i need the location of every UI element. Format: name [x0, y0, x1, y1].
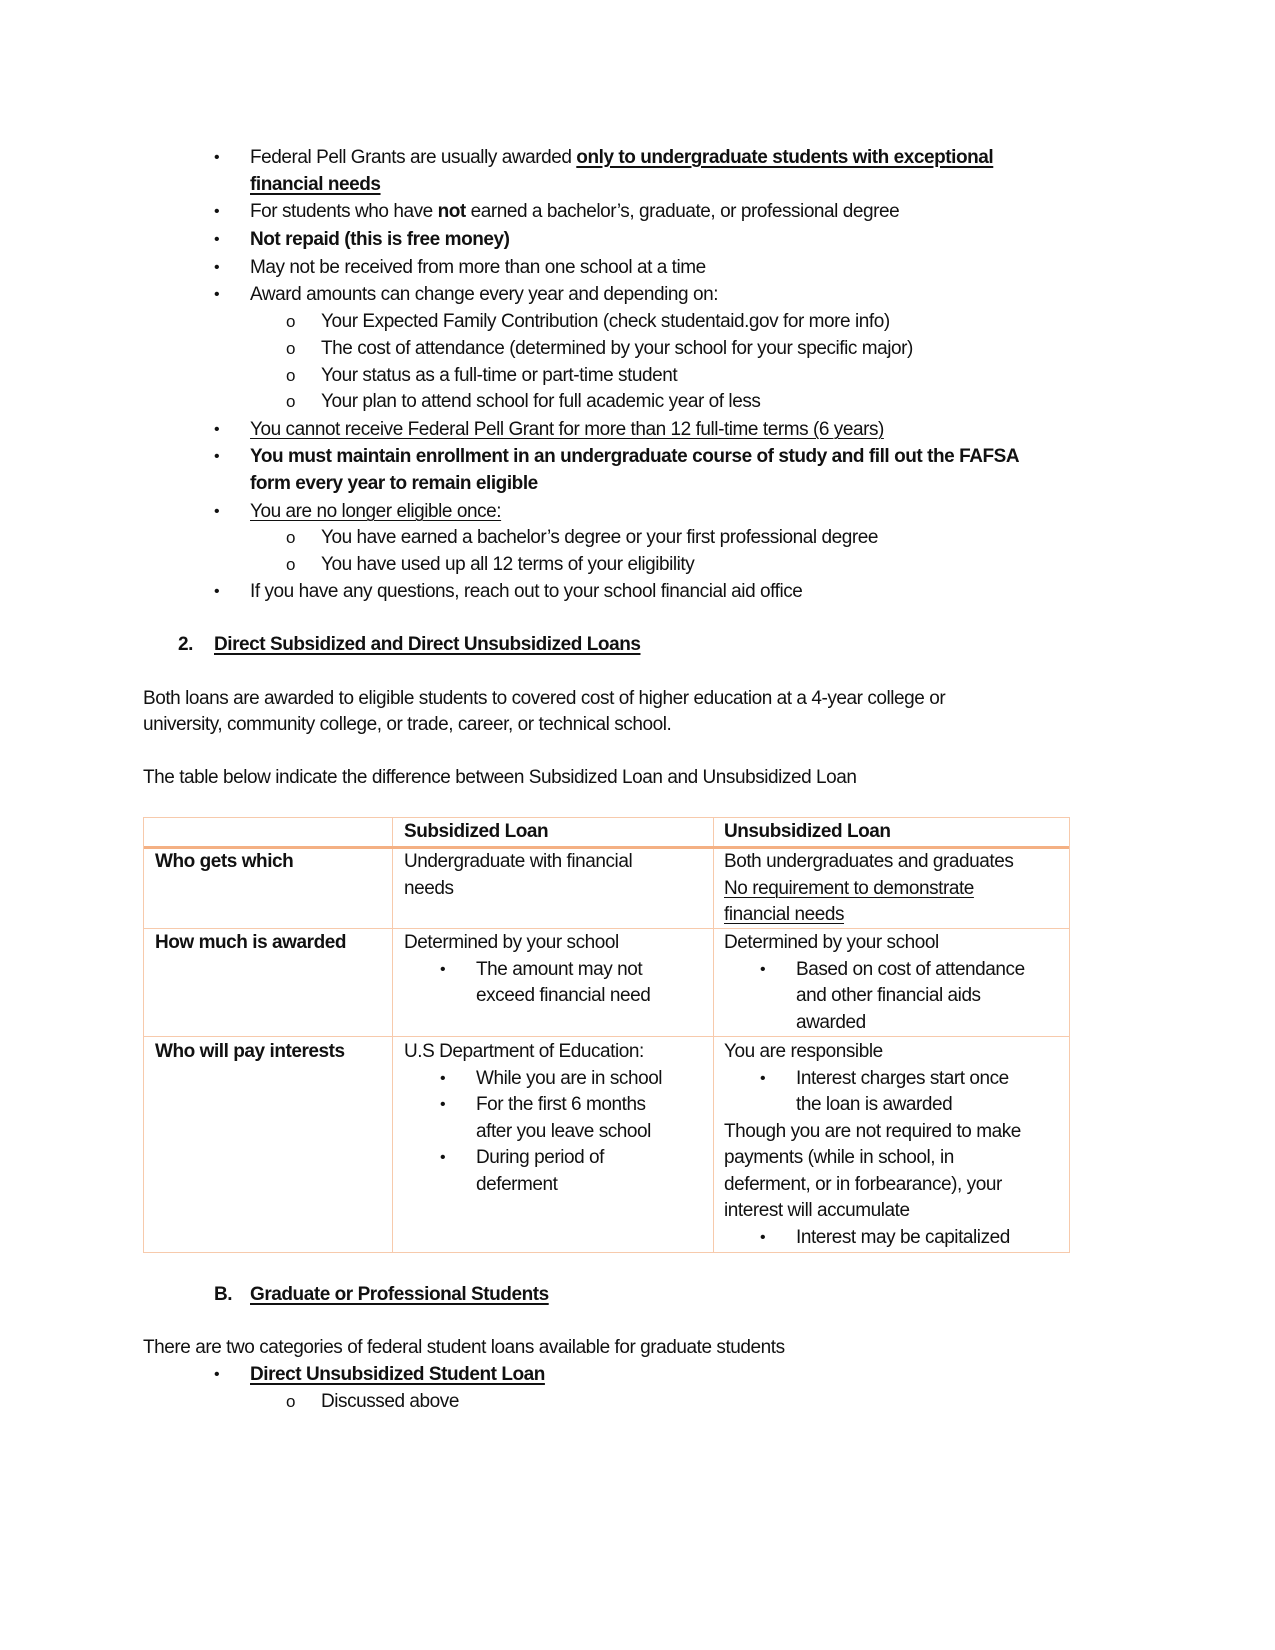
list-item: Direct Unsubsidized Student Loan: [250, 1364, 545, 1385]
sub-list-item: Discussed above: [321, 1391, 459, 1412]
list-item: You are no longer eligible once:: [250, 501, 502, 522]
list-item: You must maintain enrollment in an undergraduate course of study and fill out the FAFSA: [250, 446, 1020, 467]
sub-bullet-icon: o: [286, 1392, 296, 1411]
cell-text: interest will accumulate: [724, 1200, 910, 1221]
cell-text: Determined by your school: [404, 932, 619, 953]
sub-list-item: The cost of attendance (determined by your school for your specific major): [321, 338, 913, 359]
cell-bullet-item: [404, 1066, 662, 1093]
sub-bullet-icon: o: [286, 555, 296, 574]
cell-text: Undergraduate with financial: [404, 851, 633, 872]
bullet-icon: •: [440, 1069, 446, 1087]
cell-bullet-item-continued: [404, 1172, 662, 1199]
list-item: Not repaid (this is free money): [250, 229, 510, 250]
sub-list-item: You have used up all 12 terms of your eligibility: [321, 554, 695, 575]
table-cell: [724, 930, 1025, 1036]
table-cell: [404, 1039, 662, 1198]
cell-text: exceed financial need: [476, 985, 651, 1006]
list-item-text: Federal Pell Grants are usually awarded: [250, 147, 577, 168]
cell-bullet-item: [724, 1225, 1021, 1252]
sub-list-item: Your plan to attend school for full academic year of less: [321, 391, 761, 412]
cell-text: Determined by your school: [724, 932, 939, 953]
cell-text: U.S Department of Education:: [404, 1041, 644, 1062]
cell-bullet-item-continued: [724, 983, 1025, 1010]
list-item: Award amounts can change every year and depending on:: [250, 284, 719, 305]
cell-text: deferment, or in forbearance), your: [724, 1173, 1002, 1195]
cell-bullet-item-continued: [724, 1092, 1021, 1119]
cell-bullet-item-continued: [404, 983, 650, 1010]
bullet-icon: •: [440, 1149, 446, 1166]
list-item-continued: form every year to remain eligible: [250, 473, 538, 494]
cell-text: The amount may not: [476, 958, 643, 980]
paragraph: There are two categories of federal student loans available for graduate students: [143, 1337, 785, 1358]
paragraph-continued: university, community college, or trade, career, or technical school.: [143, 714, 672, 735]
sub-list-item: Your status as a full-time or part-time student: [321, 365, 678, 386]
row-label: Who gets which: [155, 851, 294, 872]
list-item: If you have any questions, reach out to your school financial aid office: [250, 581, 803, 602]
table-intro: The table below indicate the difference between Subsidized Loan and Unsubsidized Loan: [143, 767, 857, 788]
list-item: [250, 144, 993, 171]
list-item: May not be received from more than one school at a time: [250, 257, 706, 278]
table-cell: [724, 849, 1013, 929]
cell-text: During period of: [476, 1147, 604, 1168]
cell-text: deferment: [476, 1173, 558, 1195]
bold-text: not: [437, 201, 466, 222]
bullet-icon: •: [214, 286, 220, 303]
cell-text: the loan is awarded: [796, 1094, 953, 1115]
cell-text: Interest may be capitalized: [796, 1226, 1010, 1248]
loan-comparison-table: [143, 817, 1070, 1253]
bullet-icon: •: [440, 1096, 446, 1113]
cell-bullet-item: [404, 957, 650, 984]
table-header-subsidized: Subsidized Loan: [404, 821, 549, 842]
bullet-icon: •: [214, 259, 220, 276]
cell-bullet-item-continued: [724, 1010, 1025, 1037]
bullet-icon: •: [214, 1366, 220, 1383]
cell-text: Based on cost of attendance: [796, 958, 1025, 980]
bullet-icon: •: [214, 583, 220, 600]
section-heading: Graduate or Professional Students: [250, 1284, 549, 1305]
cell-bullet-item: [404, 1145, 662, 1172]
row-label: Who will pay interests: [155, 1041, 345, 1062]
cell-text: While you are in school: [476, 1067, 663, 1089]
cell-text: For the first 6 months: [476, 1094, 646, 1115]
table-cell: [404, 930, 650, 1010]
cell-bullet-item: [404, 1092, 662, 1119]
row-divider: [144, 1036, 1069, 1037]
cell-bullet-item: [724, 1066, 1021, 1093]
cell-text: You are responsible: [724, 1041, 883, 1062]
emphasis-text: only to undergraduate students with exceptional: [576, 147, 994, 168]
row-label: How much is awarded: [155, 932, 346, 953]
bullet-icon: •: [214, 231, 220, 248]
list-item-text: earned a bachelor’s, graduate, or professional degree: [465, 201, 900, 222]
column-divider: [713, 818, 714, 1252]
cell-text: Interest charges start once: [796, 1067, 1009, 1089]
bullet-icon: •: [214, 448, 220, 465]
list-item-text: For students who have: [250, 201, 438, 222]
list-item: You cannot receive Federal Pell Grant for more than 12 full-time terms (6 years): [250, 419, 884, 440]
emphasis-text-continued: financial needs: [250, 174, 381, 195]
sub-bullet-icon: o: [286, 528, 296, 547]
bullet-icon: •: [214, 149, 220, 166]
sub-list-item: You have earned a bachelor’s degree or your first professional degree: [321, 527, 878, 548]
cell-text: payments (while in school, in: [724, 1147, 954, 1168]
bullet-icon: •: [760, 960, 766, 978]
table-cell: [404, 849, 632, 902]
sub-list-item: Your Expected Family Contribution (check studentaid.gov for more info): [321, 311, 890, 332]
cell-text: awarded: [796, 1011, 866, 1033]
section-number: 2.: [178, 634, 193, 655]
sub-bullet-icon: o: [286, 392, 296, 411]
sub-bullet-icon: o: [286, 366, 296, 385]
cell-text: and other financial aids: [796, 985, 981, 1006]
paragraph: Both loans are awarded to eligible students to covered cost of higher education at a 4-year college or: [143, 688, 946, 709]
bullet-icon: •: [440, 960, 446, 978]
cell-bullet-item: [724, 957, 1025, 984]
table-cell: [724, 1039, 1021, 1251]
sub-bullet-icon: o: [286, 312, 296, 331]
cell-text-underlined: No requirement to demonstrate: [724, 877, 974, 899]
bullet-icon: •: [760, 1228, 766, 1246]
bullet-icon: •: [760, 1069, 766, 1087]
list-item: [250, 198, 899, 225]
bullet-icon: •: [214, 203, 220, 220]
section-letter: B.: [214, 1284, 233, 1305]
cell-text-underlined: financial needs: [724, 904, 845, 925]
table-header-unsubsidized: Unsubsidized Loan: [724, 821, 891, 842]
section-heading: Direct Subsidized and Direct Unsubsidized Loans: [214, 634, 641, 655]
cell-text: after you leave school: [476, 1120, 651, 1142]
sub-bullet-icon: o: [286, 339, 296, 358]
cell-text: Both undergraduates and graduates: [724, 851, 1014, 872]
cell-text: Though you are not required to make: [724, 1120, 1021, 1142]
cell-bullet-item-continued: [404, 1119, 662, 1146]
cell-text: needs: [404, 877, 454, 899]
bullet-icon: •: [214, 421, 220, 438]
bullet-icon: •: [214, 503, 220, 520]
column-divider: [392, 818, 393, 1252]
